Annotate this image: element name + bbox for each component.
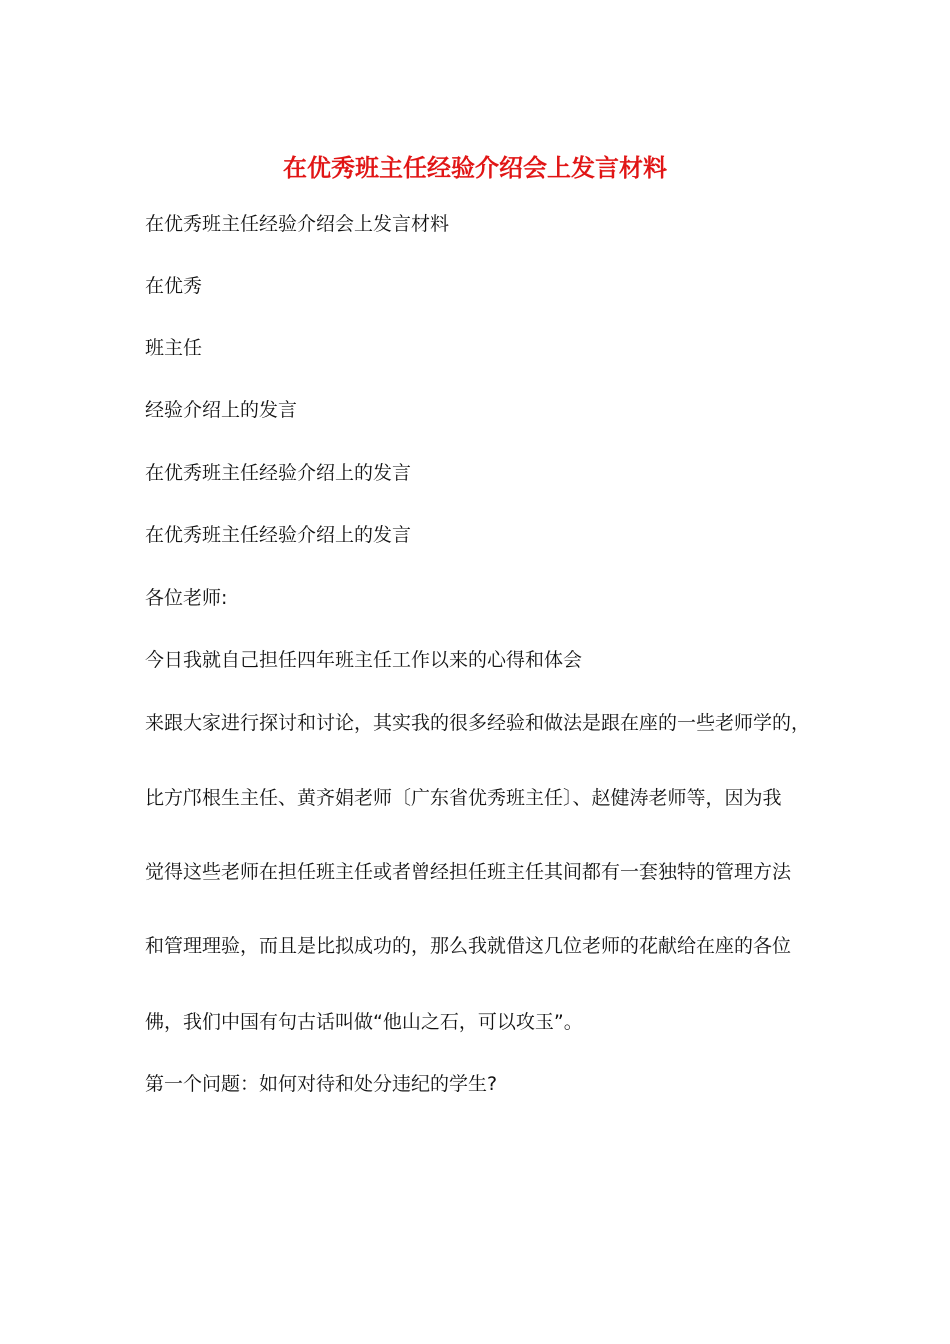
paragraph-3: 班主任 bbox=[145, 337, 203, 359]
paragraph-10: 比方邝根生主任、黄齐娟老师〔广东省优秀班主任〕、赵健涛老师等，因为我 bbox=[145, 787, 782, 809]
paragraph-9: 来跟大家进行探讨和讨论，其实我的很多经验和做法是跟在座的一些老师学的， bbox=[145, 712, 811, 734]
paragraph-1: 在优秀班主任经验介绍会上发言材料 bbox=[145, 213, 450, 235]
document-title: 在优秀班主任经验介绍会上发言材料 bbox=[283, 153, 667, 182]
paragraph-12: 和管理理验，而且是比拟成功的，那么我就借这几位老师的花献给在座的各位 bbox=[145, 935, 792, 957]
paragraph-11: 觉得这些老师在担任班主任或者曾经担任班主任其间都有一套独特的管理方法 bbox=[145, 861, 792, 883]
paragraph-7: 各位老师: bbox=[145, 587, 228, 609]
paragraph-6: 在优秀班主任经验介绍上的发言 bbox=[145, 524, 412, 546]
paragraph-2: 在优秀 bbox=[145, 275, 203, 297]
paragraph-13: 佛，我们中国有句古话叫做“他山之石，可以攻玉”。 bbox=[145, 1011, 583, 1033]
paragraph-14: 第一个问题：如何对待和处分违纪的学生? bbox=[145, 1073, 498, 1095]
paragraph-5: 在优秀班主任经验介绍上的发言 bbox=[145, 462, 412, 484]
paragraph-4: 经验介绍上的发言 bbox=[145, 399, 298, 421]
paragraph-8: 今日我就自己担任四年班主任工作以来的心得和体会 bbox=[145, 649, 583, 671]
